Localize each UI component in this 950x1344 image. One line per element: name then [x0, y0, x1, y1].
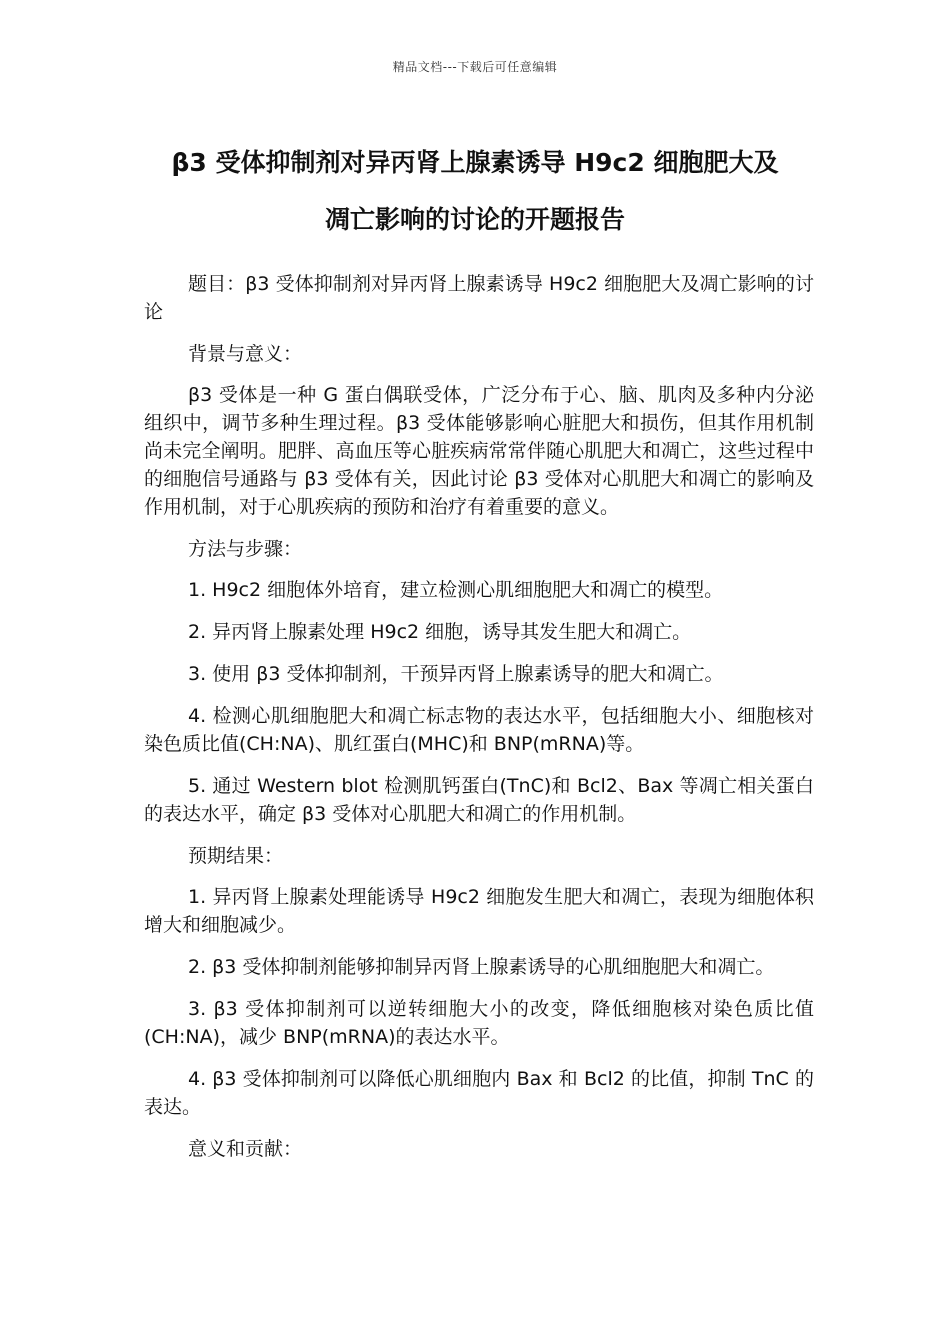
method-step-3: 3. 使用 β3 受体抑制剂，干预异丙肾上腺素诱导的肥大和凋亡。: [188, 663, 724, 685]
document-body: [144, 270, 814, 1176]
paragraph-background: β3 受体是一种 G 蛋白偶联受体，广泛分布于心、脑、肌肉及多种内分泌组织中，调节多种生理过程。β3 受体能够影响心脏肥大和损伤，但其作用机制尚未完全阐明。肥胖、高血压等心脏疾病常常伴随心肌肥大和凋亡，这些过程中的细胞信号通路与 β3 受体有关，因此讨论 β3 受体对心肌肥大和凋亡的影响及作用机制，对于心肌疾病的预防和治疗有着重要的意义。: [144, 384, 814, 518]
section-heading-expected-results: 预期结果：: [188, 845, 284, 867]
expected-result-3: 3. β3 受体抑制剂可以逆转细胞大小的改变，降低细胞核对染色质比值(CH:NA)，减少 BNP(mRNA)的表达水平。: [144, 998, 814, 1048]
method-step-1: 1. H9c2 细胞体外培育，建立检测心肌细胞肥大和凋亡的模型。: [188, 579, 724, 601]
method-step-4: 4. 检测心肌细胞肥大和凋亡标志物的表达水平，包括细胞大小、细胞核对染色质比值(CH:NA)、肌红蛋白(MHC)和 BNP(mRNA)等。: [144, 705, 814, 755]
method-step-5: 5. 通过 Western blot 检测肌钙蛋白(TnC)和 Bcl2、Bax 等凋亡相关蛋白的表达水平，确定 β3 受体对心肌肥大和凋亡的作用机制。: [144, 775, 814, 825]
method-step-2: 2. 异丙肾上腺素处理 H9c2 细胞，诱导其发生肥大和凋亡。: [188, 621, 692, 643]
page-header-watermark: 精品文档---下载后可任意编辑: [392, 60, 558, 74]
expected-result-2: 2. β3 受体抑制剂能够抑制异丙肾上腺素诱导的心肌细胞肥大和凋亡。: [188, 956, 775, 978]
section-heading-background: 背景与意义：: [188, 343, 303, 365]
expected-result-1: 1. 异丙肾上腺素处理能诱导 H9c2 细胞发生肥大和凋亡，表现为细胞体积增大和细胞减少。: [144, 886, 814, 936]
section-heading-significance: 意义和贡献：: [188, 1138, 303, 1160]
title-line-1: β3 受体抑制剂对异丙肾上腺素诱导 H9c2 细胞肥大及: [171, 148, 779, 177]
document-title: [120, 134, 830, 248]
section-heading-methods: 方法与步骤：: [188, 538, 303, 560]
expected-result-4: 4. β3 受体抑制剂可以降低心肌细胞内 Bax 和 Bcl2 的比值，抑制 TnC 的表达。: [144, 1068, 814, 1118]
title-line-2: 凋亡影响的讨论的开题报告: [324, 205, 625, 234]
paragraph-topic: 题目：β3 受体抑制剂对异丙肾上腺素诱导 H9c2 细胞肥大及凋亡影响的讨论: [144, 273, 814, 323]
